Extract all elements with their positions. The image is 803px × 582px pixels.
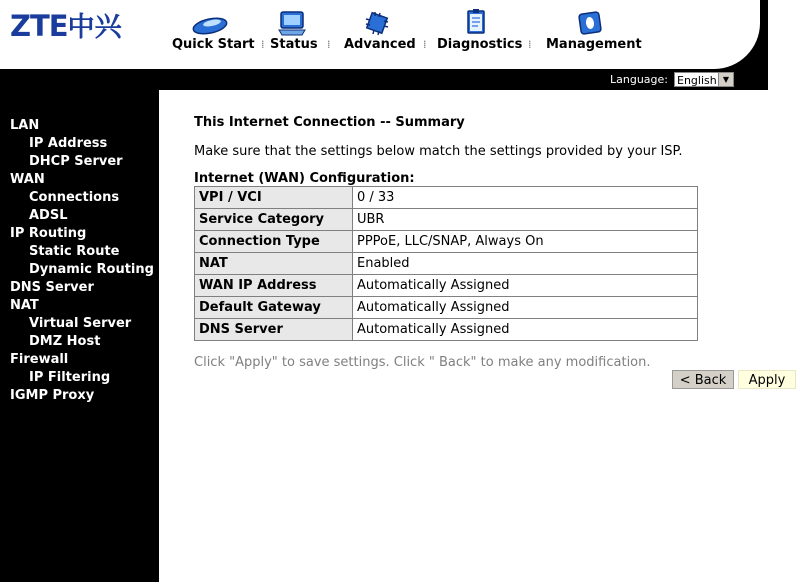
sidebar-item-static-route[interactable]: Static Route [29,244,120,259]
row-value: Automatically Assigned [353,275,698,297]
row-key: Connection Type [195,231,353,253]
row-key: NAT [195,253,353,275]
management-icon [546,8,634,36]
table-caption: Internet (WAN) Configuration: [194,171,415,186]
row-value: Enabled [353,253,698,275]
wan-config-table [194,186,698,341]
row-key: DNS Server [195,319,353,341]
table-row [195,275,698,297]
row-value: PPPoE, LLC/SNAP, Always On [353,231,698,253]
table-row [195,319,698,341]
sidebar-item-connections[interactable]: Connections [29,190,120,205]
table-row [195,187,698,209]
row-value: UBR [353,209,698,231]
status-monitor-icon [270,8,314,36]
row-value: Automatically Assigned [353,319,698,341]
language-select[interactable] [674,72,734,87]
nav-label: Status [270,37,318,52]
nav-status[interactable] [270,8,318,52]
row-key: VPI / VCI [195,187,353,209]
advanced-chip-icon [344,8,410,36]
table-row [195,231,698,253]
nav-separator: ⁞ [423,38,427,51]
nav-separator: ⁞ [327,38,331,51]
nav-label: Advanced [344,37,416,52]
sidebar-item-dmz-host[interactable]: DMZ Host [29,334,101,349]
nav-label: Quick Start [172,37,255,52]
sidebar-item-firewall[interactable]: Firewall [10,352,69,367]
logo-latin: ZTE [10,9,68,43]
instruction-text: Make sure that the settings below match the settings provided by your ISP. [194,144,683,159]
zte-logo[interactable] [10,9,122,43]
language-label: Language: [610,73,668,86]
sidebar-item-ip-routing[interactable]: IP Routing [10,226,87,241]
sidebar-item-dns-server[interactable]: DNS Server [10,280,94,295]
sidebar-item-lan[interactable]: LAN [10,118,40,133]
row-value: Automatically Assigned [353,297,698,319]
quick-start-icon [172,8,248,36]
sidebar-item-ip-filtering[interactable]: IP Filtering [29,370,111,385]
row-key: Default Gateway [195,297,353,319]
back-button[interactable]: < Back [672,370,734,389]
nav-quick-start[interactable] [172,8,255,52]
logo-cjk: 中兴 [67,12,122,43]
row-key: WAN IP Address [195,275,353,297]
apply-button[interactable]: Apply [738,370,796,389]
sidebar-item-ip-address[interactable]: IP Address [29,136,108,151]
table-row [195,297,698,319]
page-title: This Internet Connection -- Summary [194,115,465,130]
sidebar-item-dynamic-routing[interactable]: Dynamic Routing [29,262,154,277]
sidebar-item-wan[interactable]: WAN [10,172,45,187]
row-key: Service Category [195,209,353,231]
nav-advanced[interactable] [344,8,416,52]
sidebar-item-nat[interactable]: NAT [10,298,39,313]
sidebar-item-igmp-proxy[interactable]: IGMP Proxy [10,388,95,403]
language-value: English [677,74,717,87]
nav-diagnostics[interactable] [437,8,523,52]
nav-separator: ⁞ [528,38,532,51]
sidebar-menu [10,117,154,405]
help-note: Click "Apply" to save settings. Click " Back" to make any modification. [194,355,651,370]
diagnostics-clipboard-icon [437,8,515,36]
table-row [195,209,698,231]
chevron-down-icon[interactable]: ▼ [718,73,733,86]
table-row [195,253,698,275]
header-bar [0,0,760,69]
nav-label: Diagnostics [437,37,523,52]
nav-separator: ⁞ [261,38,265,51]
nav-management[interactable] [546,8,642,52]
sidebar-item-dhcp-server[interactable]: DHCP Server [29,154,123,169]
sidebar-item-virtual-server[interactable]: Virtual Server [29,316,132,331]
sidebar-item-adsl[interactable]: ADSL [29,208,68,223]
nav-label: Management [546,37,642,52]
row-value: 0 / 33 [353,187,698,209]
